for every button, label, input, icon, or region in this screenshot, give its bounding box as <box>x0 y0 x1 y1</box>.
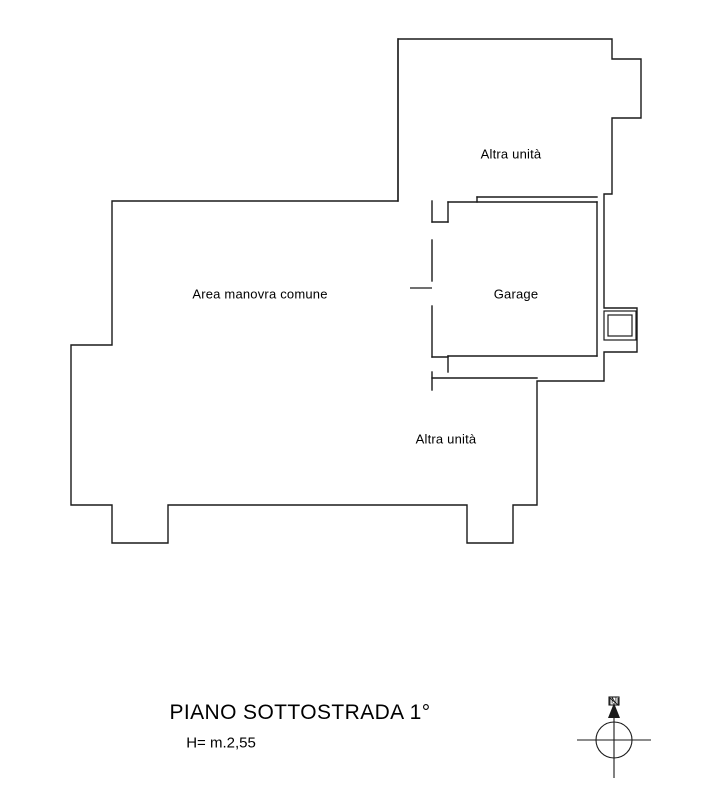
room-label-altra-unita-top: Altra unità <box>480 146 542 162</box>
compass-north-label: N <box>611 696 617 706</box>
building-outline <box>71 39 641 543</box>
plan-title: PIANO SOTTOSTRADA 1° <box>169 701 431 724</box>
room-label-altra-unita-bottom: Altra unità <box>415 431 477 447</box>
interior-partitions <box>398 39 597 390</box>
window-bay-right <box>604 311 636 340</box>
plan-height-note: H= m.2,55 <box>186 734 256 752</box>
room-label-garage: Garage <box>493 286 539 302</box>
room-label-area-manovra-comune: Area manovra comune <box>192 286 328 302</box>
compass-rose <box>577 697 651 778</box>
